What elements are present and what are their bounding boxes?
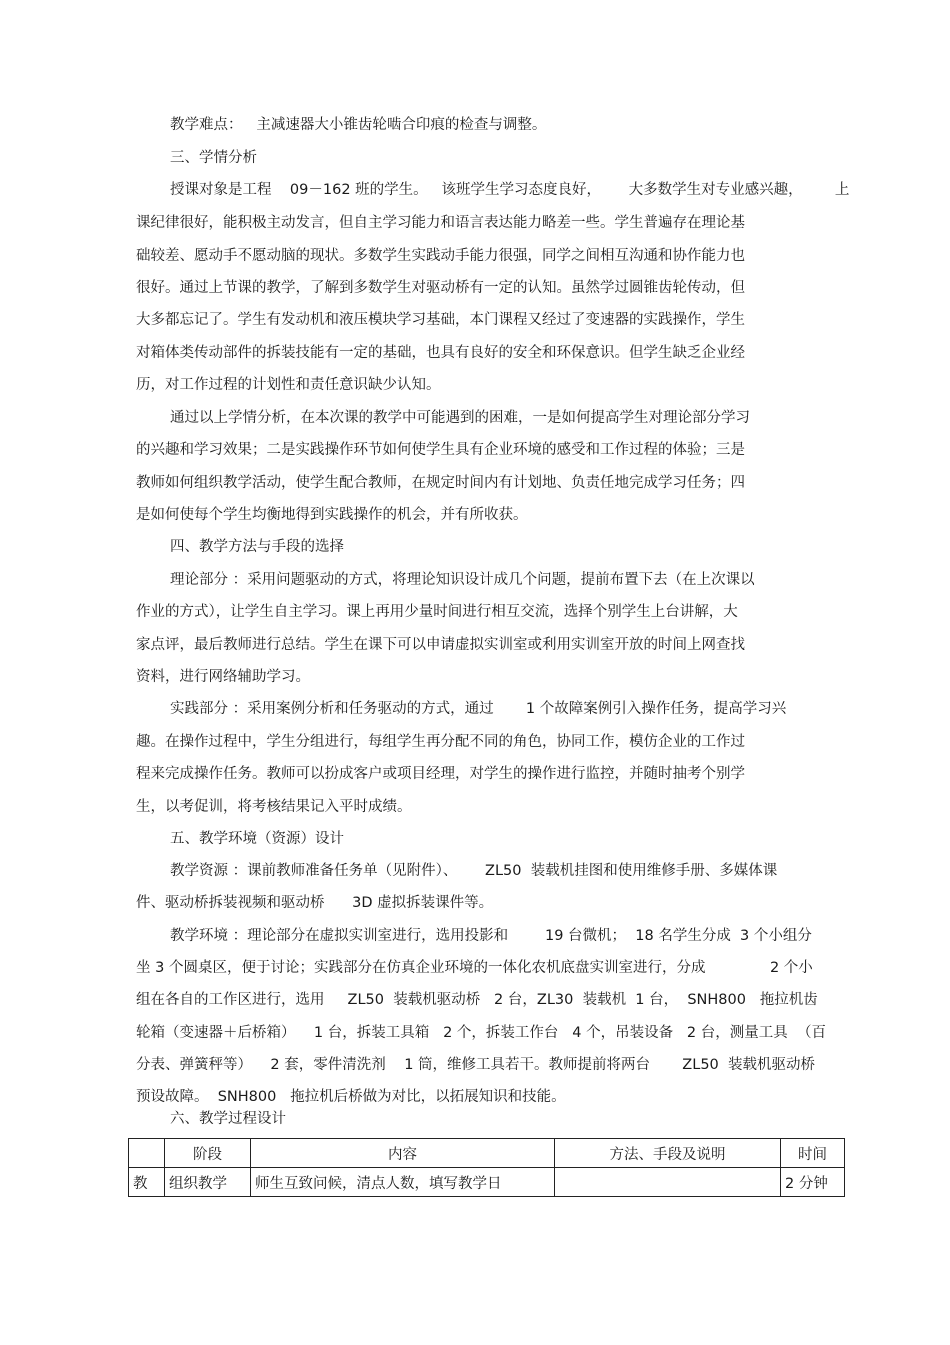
text-line: 坐 3 个圆桌区，便于讨论；实践部分在仿真企业环境的一体化农机底盘实训室进行，分成 2 个小 [136, 960, 813, 976]
text-line: 大多都忘记了。学生有发动机和液压模块学习基础，本门课程又经过了变速器的实践操作，学生 [136, 312, 745, 328]
text-line: 很好。通过上节课的教学，了解到多数学生对驱动桥有一定的认知。虽然学过圆锥齿轮传动，但 [136, 280, 745, 296]
table-header-cell: 方法、手段及说明 [555, 1139, 781, 1168]
text-line: 础较差、愿动手不愿动脑的现状。多数学生实践动手能力很强，同学之间相互沟通和协作能力也 [136, 248, 745, 264]
table-header-cell: 阶段 [165, 1139, 251, 1168]
text-line: 课纪律很好，能积极主动发言，但自主学习能力和语言表达能力略差一些。学生普遍存在理论基 [136, 215, 745, 231]
text-line: 实践部分 ：采用案例分析和任务驱动的方式，通过 1 个故障案例引入操作任务，提高学习兴 [170, 701, 787, 717]
text-line: 理论部分 ：采用问题驱动的方式，将理论知识设计成几个问题，提前布置下去（在上次课以 [170, 572, 755, 588]
text-line: 件、驱动桥拆装视频和驱动桥 3D 虚拟拆装课件等。 [136, 895, 494, 911]
table-cell: 教 [129, 1168, 165, 1197]
text-line: 通过以上学情分析，在本次课的教学中可能遇到的困难，一是如何提高学生对理论部分学习 [170, 410, 750, 426]
text-line: 教学难点： 主减速器大小锥齿轮啮合印痕的检查与调整。 [170, 117, 547, 133]
text-line: 五、教学环境（资源）设计 [170, 831, 344, 847]
text-line: 对箱体类传动部件的拆装技能有一定的基础，也具有良好的安全和环保意识。但学生缺乏企业经 [136, 345, 745, 361]
text-line: 教学环境 ：理论部分在虚拟实训室进行，选用投影和 19 台微机； 18 名学生分成 3 个小组分 [170, 928, 812, 944]
text-line: 家点评，最后教师进行总结。学生在课下可以申请虚拟实训室或利用实训室开放的时间上网查找 [136, 637, 745, 653]
text-line: 六、教学过程设计 [170, 1111, 286, 1127]
text-line: 生，以考促训，将考核结果记入平时成绩。 [136, 799, 412, 815]
text-line: 分表、弹簧秤等） 2 套，零件清洗剂 1 筒，维修工具若干。教师提前将两台 ZL50 装载机驱动桥 [136, 1057, 815, 1073]
table-cell: 组织教学 [165, 1168, 251, 1197]
text-line: 预设故障。 SNH800 拖拉机后桥做为对比，以拓展知识和技能。 [136, 1089, 566, 1105]
table-cell [555, 1168, 781, 1197]
text-line: 三、学情分析 [170, 150, 257, 166]
text-line: 是如何使每个学生均衡地得到实践操作的机会，并有所收获。 [136, 507, 528, 523]
table-row [129, 1168, 845, 1197]
table-header-cell: 内容 [251, 1139, 555, 1168]
text-line: 教学资源 ：课前教师准备任务单（见附件）、 ZL50 装载机挂图和使用维修手册、多媒体课 [170, 863, 778, 879]
table-header-cell [129, 1139, 165, 1168]
text-line: 组在各自的工作区进行，选用 ZL50 装载机驱动桥 2 台，ZL30 装载机 1 台， SNH800 拖拉机齿 [136, 992, 818, 1008]
table-header-row [129, 1139, 845, 1168]
text-line: 四、教学方法与手段的选择 [170, 539, 344, 555]
table-cell: 师生互致问候，清点人数，填写教学日 [251, 1168, 555, 1197]
table-header-cell: 时间 [781, 1139, 845, 1168]
table-cell: 2 分钟 [781, 1168, 845, 1197]
text-line: 轮箱（变速器＋后桥箱） 1 台，拆装工具箱 2 个，拆装工作台 4 个，吊装设备 2 台，测量工具 （百 [136, 1025, 826, 1041]
text-line: 授课对象是工程 09－162 班的学生。 该班学生学习态度良好， 大多数学生对专业感兴趣， 上 [170, 182, 850, 198]
text-line: 程来完成操作任务。教师可以扮成客户或项目经理，对学生的操作进行监控，并随时抽考个别学 [136, 766, 745, 782]
text-line: 作业的方式），让学生自主学习。课上再用少量时间进行相互交流，选择个别学生上台讲解，大 [136, 604, 738, 620]
teaching-process-table [128, 1138, 845, 1197]
text-line: 趣。在操作过程中，学生分组进行，每组学生再分配不同的角色，协同工作，模仿企业的工作过 [136, 734, 745, 750]
text-line: 历，对工作过程的计划性和责任意识缺少认知。 [136, 377, 441, 393]
text-line: 教师如何组织教学活动，使学生配合教师，在规定时间内有计划地、负责任地完成学习任务；四 [136, 475, 745, 491]
text-line: 资料，进行网络辅助学习。 [136, 669, 310, 685]
text-line: 的兴趣和学习效果；二是实践操作环节如何使学生具有企业环境的感受和工作过程的体验；三是 [136, 442, 745, 458]
